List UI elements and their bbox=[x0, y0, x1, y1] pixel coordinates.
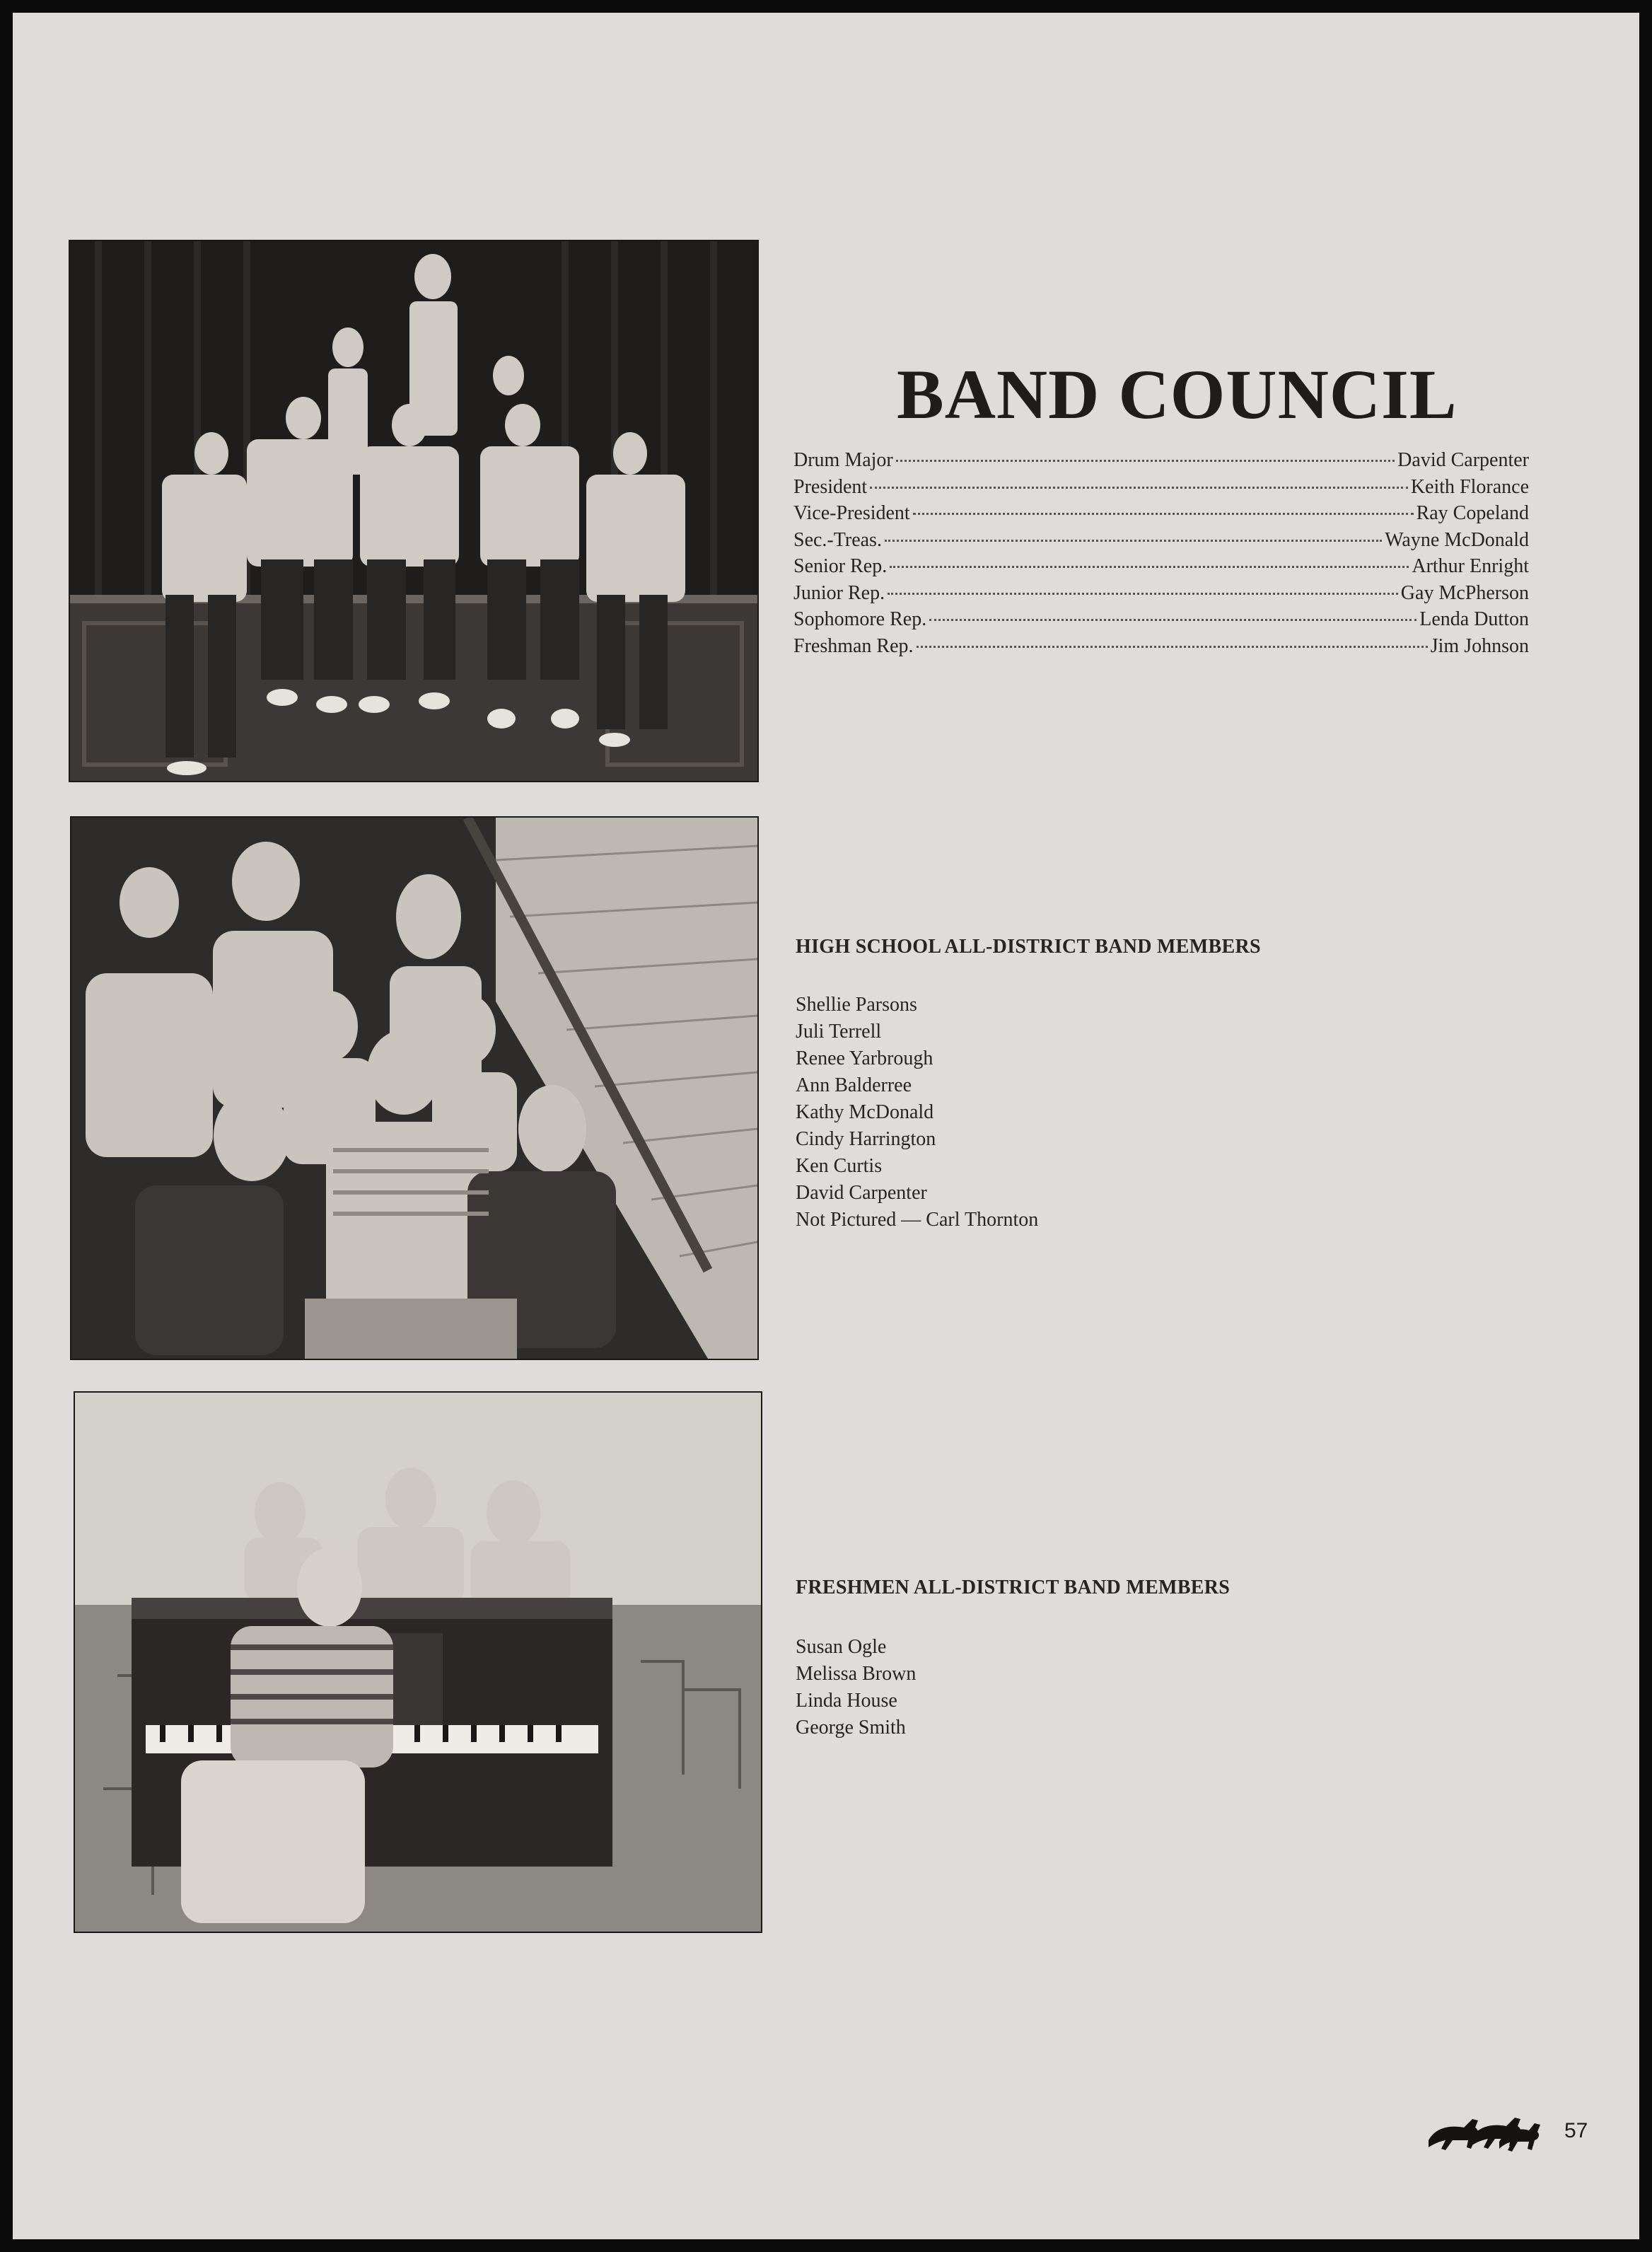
leader-dots bbox=[929, 619, 1417, 621]
officer-name: Wayne McDonald bbox=[1385, 528, 1529, 551]
list-item: Not Pictured — Carl Thornton bbox=[796, 1209, 1039, 1231]
list-item: Cindy Harrington bbox=[796, 1128, 936, 1150]
running-horses-icon bbox=[1421, 2106, 1542, 2157]
leader-dots bbox=[885, 540, 1382, 542]
list-item: Kathy McDonald bbox=[796, 1101, 934, 1123]
officer-row bbox=[793, 474, 1529, 501]
officer-row bbox=[793, 553, 1529, 580]
officer-row bbox=[793, 606, 1529, 633]
officer-name: Jim Johnson bbox=[1430, 634, 1529, 657]
officer-role: Senior Rep. bbox=[793, 555, 888, 577]
officer-name: Lenda Dutton bbox=[1419, 608, 1529, 630]
band-council-photo bbox=[69, 240, 759, 782]
list-item: Juli Terrell bbox=[796, 1021, 882, 1043]
list-item: Susan Ogle bbox=[796, 1636, 887, 1658]
list-item: Linda House bbox=[796, 1690, 897, 1712]
officer-row bbox=[793, 500, 1529, 527]
page-number: 57 bbox=[1564, 2119, 1588, 2142]
list-item: David Carpenter bbox=[796, 1182, 927, 1204]
officer-row bbox=[793, 447, 1529, 474]
officer-role: Junior Rep. bbox=[793, 581, 885, 604]
yearbook-page bbox=[13, 13, 1639, 2239]
freshmen-heading: FRESHMEN ALL-DISTRICT BAND MEMBERS bbox=[796, 1577, 1231, 1598]
leader-dots bbox=[896, 460, 1395, 462]
officer-name: Keith Florance bbox=[1410, 475, 1529, 498]
officer-role: Sec.-Treas. bbox=[793, 528, 882, 551]
officer-list bbox=[793, 447, 1529, 659]
officer-row bbox=[793, 527, 1529, 554]
leader-dots bbox=[917, 646, 1428, 648]
officer-name: Gay McPherson bbox=[1400, 581, 1529, 604]
list-item: Shellie Parsons bbox=[796, 994, 917, 1016]
high-school-member-list bbox=[796, 992, 1038, 1234]
officer-role: Drum Major bbox=[793, 449, 893, 471]
officer-name: David Carpenter bbox=[1397, 449, 1529, 471]
freshmen-all-district-photo bbox=[74, 1391, 762, 1933]
freshmen-member-list bbox=[796, 1634, 916, 1741]
list-item: Renee Yarbrough bbox=[796, 1047, 933, 1069]
officer-name: Ray Copeland bbox=[1416, 502, 1529, 524]
officer-row bbox=[793, 633, 1529, 660]
list-item: George Smith bbox=[796, 1717, 906, 1739]
officer-role: Vice-President bbox=[793, 502, 910, 524]
leader-dots bbox=[890, 566, 1409, 568]
officer-role: Freshman Rep. bbox=[793, 634, 914, 657]
officer-name: Arthur Enright bbox=[1412, 555, 1529, 577]
officer-role: President bbox=[793, 475, 868, 498]
leader-dots bbox=[870, 487, 1408, 489]
high-school-all-district-photo bbox=[70, 816, 759, 1360]
list-item: Ken Curtis bbox=[796, 1155, 883, 1177]
officer-row bbox=[793, 580, 1529, 607]
list-item: Melissa Brown bbox=[796, 1663, 917, 1685]
leader-dots bbox=[888, 593, 1398, 595]
list-item: Ann Balderree bbox=[796, 1074, 912, 1096]
page-title: BAND COUNCIL bbox=[897, 355, 1458, 434]
officer-role: Sophomore Rep. bbox=[793, 608, 927, 630]
leader-dots bbox=[913, 513, 1414, 515]
high-school-heading: HIGH SCHOOL ALL-DISTRICT BAND MEMBERS bbox=[796, 936, 1261, 958]
